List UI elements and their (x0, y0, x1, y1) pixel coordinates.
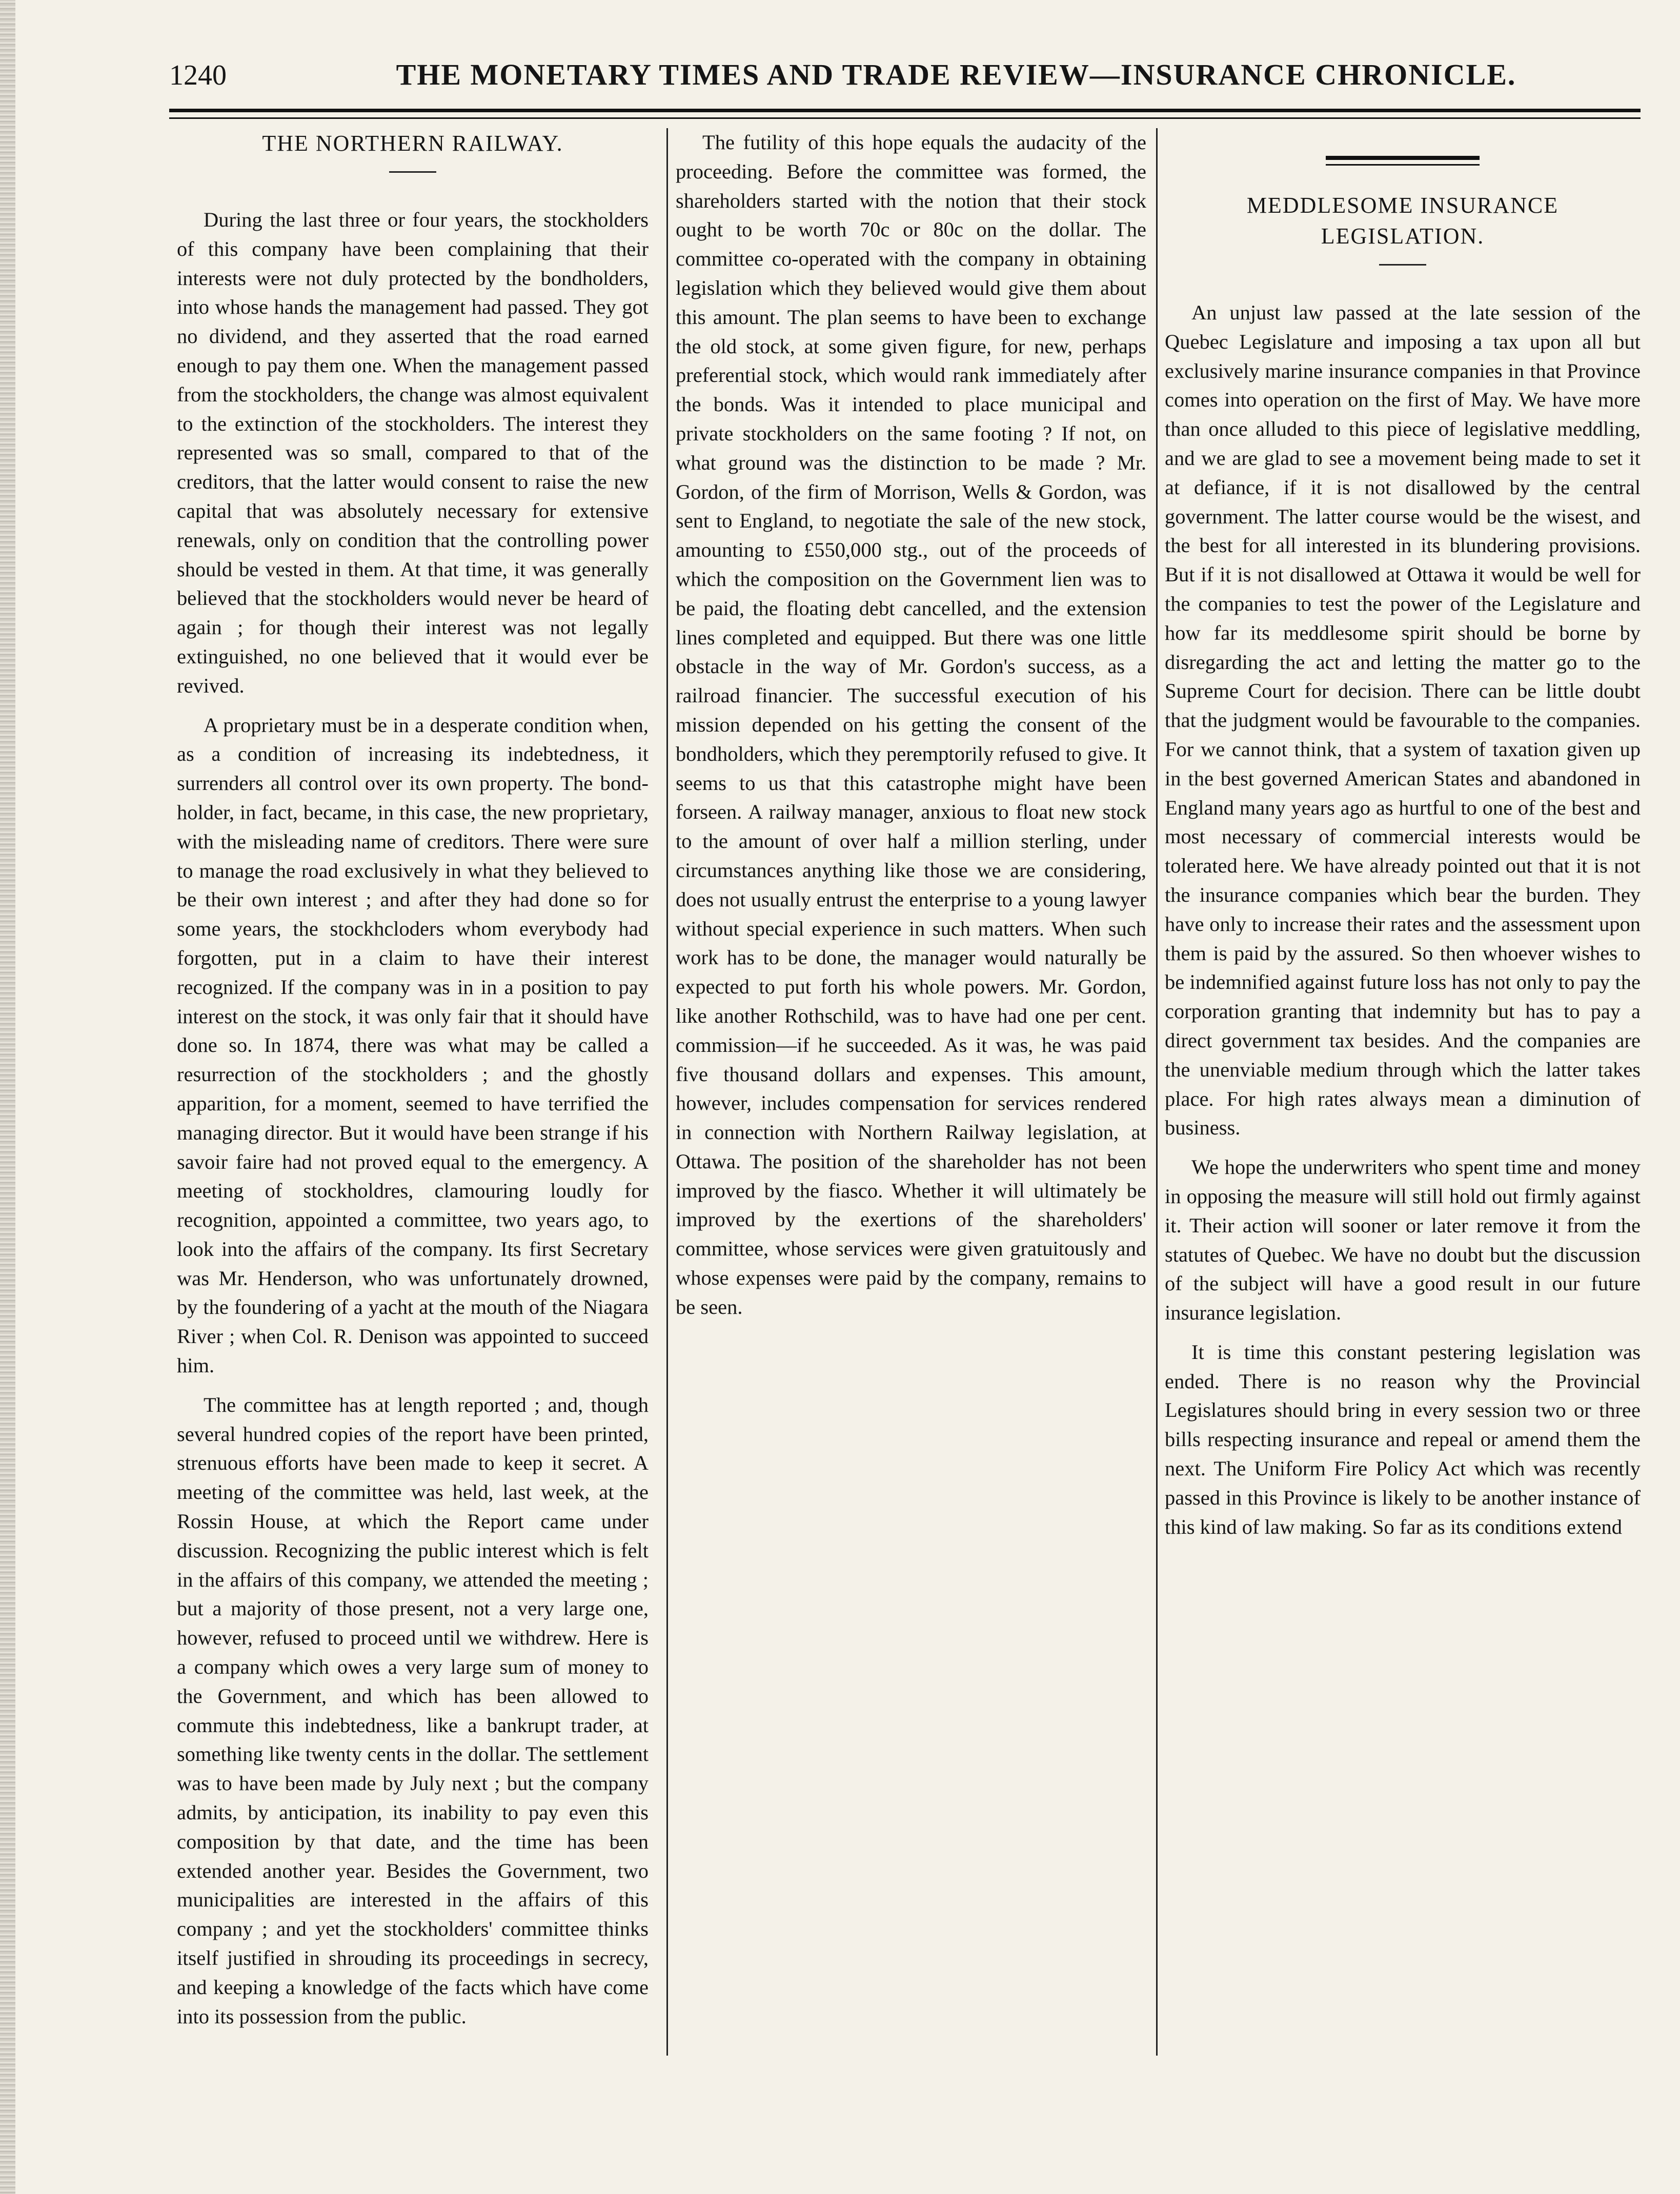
column-2 (676, 128, 1146, 2061)
northern-paragraph-1: During the last three or four years, the stockholders of this company have been complaining that their interests were not duly protected by the bondholders, into whose hands the management had passed. They got no dividend, and they asserted that the road earned enough to pay them one. When the management passed from the stockholders, the change was almost equivalent to the extinction of the stockholders. The interest they represented was so small, compared to that of the creditors, that the latter would consent to raise the new capital that was absolutely necessary for extensive renewals, only on condition that the controlling power should be vested in them. At that time, it was generally believed that the stockholders would never be heard of again ; for though their interest was not legally extinguished, no one believed that it would ever be revived. (177, 208, 649, 697)
binding-edge (0, 0, 15, 2194)
column-3 (1165, 128, 1641, 2061)
page-header (169, 57, 1641, 104)
northern-railway-heading: THE NORTHERN RAILWAY. (262, 131, 563, 156)
running-title: THE MONETARY TIMES AND TRADE REVIEW—INSURANCE CHRONICLE. (396, 58, 1516, 91)
header-rule-thick (169, 109, 1641, 112)
insurance-paragraph-3: It is time this constant pestering legislation was ended. There is no reason why the Provincial Legislatures should bring in every session two or three bills respecting insurance and repeal or amend them the next. The Uniform Fire Policy Act which was recently passed in this Province is likely to be another instance of this kind of law making. So far as its conditions extend (1165, 1340, 1641, 1538)
insurance-paragraph-2: We hope the underwriters who spent time and money in opposing the measure will still hold out firmly against it. Their action will sooner or later remove it from the statutes of Quebec. We have no doubt but the discussion of the subject will have a good result in our future insurance legislation. (1165, 1155, 1641, 1325)
heading-rule (389, 171, 436, 173)
page-number: 1240 (169, 59, 227, 91)
column-1 (177, 128, 649, 2061)
northern-paragraph-2: A proprietary must be in a desperate condition when, as a condition of increasing its indebtedness, it surrenders all control over its own property. The bond-holder, in fact, became, in this case, the new proprietary, with the misleading name of creditors. There were sure to manage the road exclusively in what they believed to be their own interest ; and after they had done so for some years, the stockhcloders whom everybody had forgotten, put in a claim to have their interest recognized. If the company was in in a position to pay interest on the stock, it was only fair that it should have done so. In 1874, there was what may be called a resurrection of the stockholders ; and the ghostly apparition, for a moment, seemed to have terrified the managing director. But it would have been strange if his savoir faire had not proved equal to the emergency. A meeting of stockholdres, clamouring loudly for recognition, appointed a committee, two years ago, to look into the affairs of the company. Its first Secretary was Mr. Henderson, who was unfortunately drowned, by the foundering of a yacht at the mouth of the Niagara River ; when Col. R. Denison was appointed to succeed him. (177, 713, 649, 1377)
northern-paragraph-4: The futility of this hope equals the audacity of the proceeding. Before the committee was formed, the shareholders started with the notion that their stock ought to be worth 70c or 80c on the dollar. The committee co-operated with the company in obtaining legislation which they believed would give them about this amount. The plan seems to have been to exchange the old stock, at some given figure, for new, perhaps preferential stock, which would rank immediately after the bonds. Was it intended to place municipal and private stockholders on the same footing ? If not, on what ground was the distinction to be made ? Mr. Gordon, of the firm of Morrison, Wells & Gordon, was sent to England, to negotiate the sale of the new stock, amounting to £550,000 stg., out of the proceeds of which the composition on the Government lien was to be paid, the floating debt cancelled, and the extension lines completed and equipped. But there was one little obstacle in the way of Mr. Gordon's success, as a railroad financier. The successful execution of his mission depended on his getting the consent of the bondholders, which they peremptorily refused to give. It seems to us that this catastrophe might have been forseen. A railway manager, anxious to float new stock to the amount of over half a million sterling, under circumstances anything like those we are considering, does not usually entrust the enterprise to a young lawyer without special experience in such matters. When such work has to be done, the manager would naturally be expected to put forth his whole powers. Mr. Gordon, like another Rothschild, was to have had one per cent. commission—if he succeeded. As it was, he was paid five thousand dollars and expenses. This amount, however, includes compensation for services rendered in connection with Northern Railway legislation, at Ottawa. The position of the shareholder has not been improved by the fiasco. Whether it will ultimately be improved by the exertions of the shareholders' committee, whose services were given gratuitously and whose expenses were paid by the company, remains to be seen. (676, 131, 1146, 1318)
northern-paragraph-3: The committee has at length reported ; and, though several hundred copies of the report have been printed, strenuous efforts have been made to keep it secret. A meeting of the committee was held, last week, at the Rossin House, at which the Report came under discussion. Recognizing the public interest which is felt in the affairs of this company, we attended the meeting ; but a majority of those present, not a very large one, however, refused to proceed until we withdrew. Here is a company which owes a very large sum of money to the Government, and which has been allowed to commute this indebtedness, like a bankrupt trader, at something like twenty cents in the dollar. The settlement was to have been made by July next ; but the company admits, by anticipation, its inability to pay even this composition by that date, and the time has been extended another year. Besides the Government, two municipalities are interested in the affairs of this company ; and yet the stockholders' committee thinks itself justified in shrouding its proceedings in secrecy, and keeping a knowledge of the facts which have come into its possession from the public. (177, 1393, 649, 2028)
heading-rule (1379, 264, 1426, 266)
insurance-heading: MEDDLESOME INSURANCE LEGISLATION. (1246, 193, 1559, 249)
column-divider-2 (1156, 128, 1158, 2056)
column-divider-1 (666, 128, 668, 2056)
header-rule-thin (169, 117, 1641, 119)
section-break (1326, 156, 1480, 166)
insurance-paragraph-1: An unjust law passed at the late session of the Quebec Legislature and imposing a tax upon all but exclusively marine insurance companies in that Province comes into operation on the first of May. We have more than once alluded to this piece of legislative meddling, and we are glad to see a movement being made to set it at defiance, if it is not disallowed by the central government. The latter course would be the wisest, and the best for all interested in its blundering provisions. But if it is not disallowed at Ottawa it would be well for the companies to test the power of the Legislature and how far its meddlesome spirit should be borne by disregarding the act and letting the matter go to the Supreme Court for decision. There can be little doubt that the judgment would be favourable to the companies. For we cannot think, that a system of taxation given up in the best governed American States and abandoned in England many years ago as hurtful to one of the best and most necessary of commercial interests would be tolerated here. We have already pointed out that it is not the insurance companies which bear the burden. They have only to increase their rates and the assessment upon them is paid by the assured. So then whoever wishes to be indemnified against future loss has not only to pay the corporation granting that indemnity but has to pay a direct government tax besides. And the companies are the unenviable medium through which the latter takes place. For high rates always mean a diminution of business. (1165, 301, 1641, 1140)
